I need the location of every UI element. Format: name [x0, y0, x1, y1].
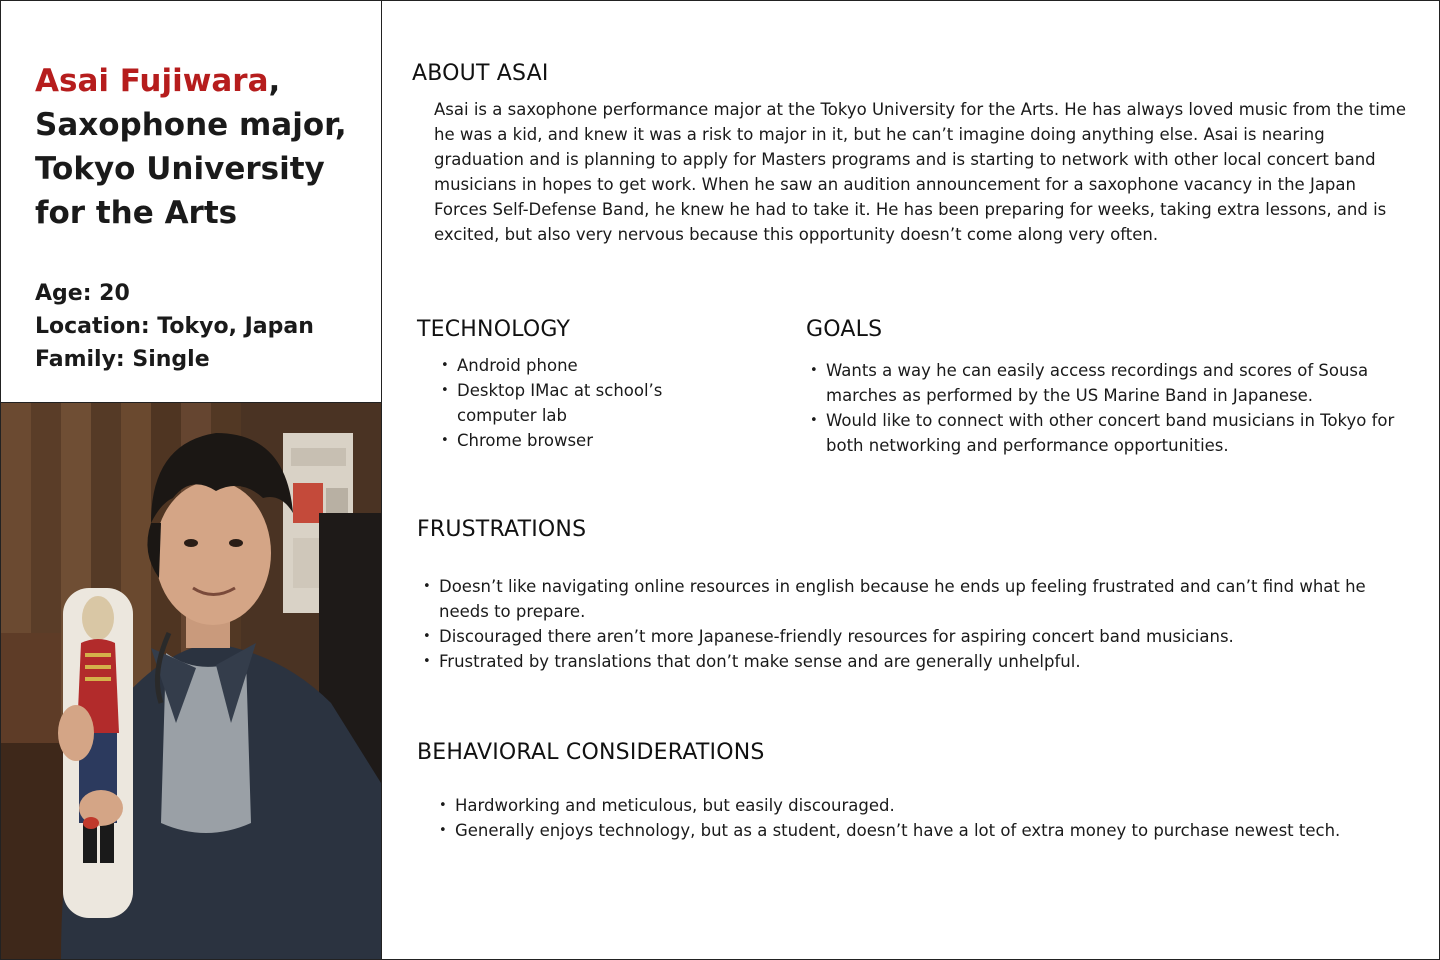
- frustrations-list: [421, 574, 1411, 674]
- goals-list: [808, 358, 1413, 458]
- demographic-family: Family: Single: [35, 347, 210, 372]
- persona-name-comma: ,: [268, 63, 281, 99]
- technology-item: • Desktop IMac at school’s computer lab: [439, 378, 689, 428]
- behavioral-item: • Generally enjoys technology, but as a student, doesn’t have a lot of extra money to purchase newest tech.: [437, 818, 1412, 843]
- persona-name: Asai Fujiwara: [35, 63, 269, 99]
- goals-heading: GOALS: [806, 317, 883, 342]
- technology-item: • Android phone: [439, 353, 689, 378]
- about-heading: ABOUT ASAI: [412, 61, 549, 86]
- persona-sidebar: [1, 1, 382, 959]
- behavioral-heading: BEHAVIORAL CONSIDERATIONS: [417, 740, 765, 765]
- frustrations-heading: FRUSTRATIONS: [417, 517, 587, 542]
- frustration-item: • Doesn’t like navigating online resources in english because he ends up feeling frustrated and can’t find what he needs to prepare.: [421, 574, 1411, 624]
- persona-photo-illustration: [1, 403, 381, 959]
- demographic-location: Location: Tokyo, Japan: [35, 314, 314, 339]
- goal-item: • Wants a way he can easily access recordings and scores of Sousa marches as performed by the US Marine Band in Japanese.: [808, 358, 1413, 408]
- behavioral-list: [437, 793, 1412, 843]
- persona-name-card: [1, 1, 381, 403]
- demographic-age: Age: 20: [35, 281, 130, 306]
- frustration-item: • Frustrated by translations that don’t make sense and are generally unhelpful.: [421, 649, 1411, 674]
- behavioral-item: • Hardworking and meticulous, but easily discouraged.: [437, 793, 1412, 818]
- persona-demographics: [35, 277, 314, 376]
- technology-list: [439, 353, 689, 453]
- technology-heading: TECHNOLOGY: [417, 317, 571, 342]
- persona-photo: [1, 403, 381, 959]
- goal-item: • Would like to connect with other concert band musicians in Tokyo for both networking and performance opportunities.: [808, 408, 1413, 458]
- technology-item: • Chrome browser: [439, 428, 689, 453]
- persona-title: [35, 59, 365, 235]
- about-text: Asai is a saxophone performance major at the Tokyo University for the Arts. He has always loved music from the time he was a kid, and knew it was a risk to major in it, but he can’t imagine doing anything else. Asai is nearing graduation and is planning to apply for Masters programs and is starting to network with other local concert band musicians in hopes to get work. When he saw an audition announcement for a saxophone vacancy in the Japan Forces Self-Defense Band, he knew he had to take it. He has been preparing for weeks, taking extra lessons, and is excited, but also very nervous because this opportunity doesn’t come along very often.: [434, 100, 1407, 244]
- persona-role: Saxophone major, Tokyo University for the Arts: [35, 107, 347, 231]
- frustration-item: • Discouraged there aren’t more Japanese-friendly resources for aspiring concert band musicians.: [421, 624, 1411, 649]
